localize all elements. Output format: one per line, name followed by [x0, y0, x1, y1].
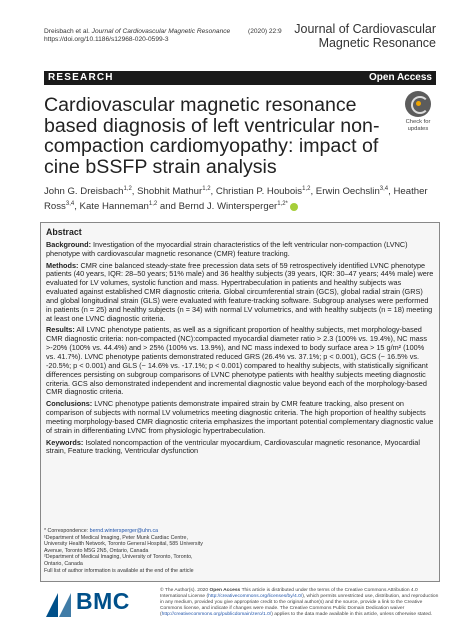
- citation-authors: Dreisbach et al.: [44, 28, 90, 35]
- orcid-icon[interactable]: [290, 203, 298, 211]
- author-affiliation: 3,4: [65, 201, 75, 208]
- correspondence-label: * Correspondence:: [44, 528, 89, 534]
- section-text: All LVNC phenotype patients, as well as a significant proportion of healthy subjects, met morphology-based CMR diagnostic criteria: non-compacted (NC):compacted myocardial diameter ratio > 2.3 (100% vs. 19.4%), NC mass >-20% (100% vs. 44.4%) and > 25% (100% vs. 13.9%), and NC mass indexed to body surface area > 15 g/m² (100% vs. 41.7%). LVNC phenotype patients demonstrated reduced GRS (26.4% vs. 37.1%; p < 0.001), GCS (− 16.5% vs. -20.5%; p < 0.001) and GLS (− 14.6% vs. -17.1%; p < 0.001) compared to healthy subjects, with statistically significant differences persisting on subgroup comparisons of LVNC phenotype patients with healthy subjects meeting diagnostic criteria. GCS also demonstrated independent and incremental diagnostic value beyond each of the morphology-based CMR diagnostic criteria.: [46, 325, 428, 397]
- section-label: Background:: [46, 239, 91, 249]
- more-info-note: Full list of author information is available at the end of the article: [44, 567, 194, 574]
- license-open-access: Open Access: [209, 588, 241, 593]
- author-name[interactable]: Kate Hanneman: [79, 201, 149, 213]
- section-text: Isolated noncompaction of the ventricular myocardium, Cardiovascular magnetic resonance, Myocardial strain, Feature tracking, Ventricular dysfunction: [46, 437, 420, 456]
- abstract-heading: Abstract: [46, 227, 82, 237]
- citation-volume: (2020) 22:9: [248, 28, 282, 35]
- license-text: ) applies to the data made available in this article, unless otherwise stated.: [271, 611, 433, 617]
- check-updates-line1: Check for: [405, 119, 431, 125]
- author-name[interactable]: John G. Dreisbach: [44, 186, 124, 198]
- check-updates-line2: updates: [407, 125, 429, 132]
- author-name[interactable]: Christian P. Houbois: [215, 186, 303, 198]
- check-for-updates-button[interactable]: [401, 91, 435, 133]
- affiliation-1: ¹Department of Medical Imaging, Peter Munk Cardiac Centre, University Health Network, Toronto General Hospital, 585 University Avenue, Toronto M5G 2N5, Ontario, Canada: [44, 534, 203, 554]
- author-affiliation: 1,2: [148, 201, 158, 208]
- section-label: Methods:: [46, 260, 79, 270]
- doi-link[interactable]: https://doi.org/10.1186/s12968-020-0599-3: [44, 36, 169, 44]
- journal-line1: Journal of Cardiovascular: [294, 22, 436, 36]
- article-type-banner: [44, 71, 436, 85]
- footnotes: [44, 528, 204, 574]
- running-header: [44, 28, 230, 44]
- check-updates-icon: [405, 91, 431, 117]
- publisher-name: BMC: [76, 588, 130, 614]
- author-affiliation: 1,2*: [277, 201, 288, 208]
- author-affiliation: 3,4: [379, 186, 389, 192]
- abstract-results: [46, 326, 434, 397]
- license-link[interactable]: http://creativecommons.org/licenses/by/4.0/: [208, 593, 303, 599]
- citation-journal: Journal of Cardiovascular Magnetic Resonance: [91, 28, 231, 35]
- section-text: LVNC phenotype patients demonstrate impaired strain by CMR feature tracking, also present on comparison of subjects with normal LV volumetrics meeting diagnostic criteria. The high proportion of healthy subjects meeting morphology-based CMR diagnostic criteria emphasizes the important potential complementary diagnostic value of strain in differentiating LVNC from physiologic hypertrabeculation.: [46, 399, 434, 435]
- license-text: ), which permits unrestricted use, distribution, and reproduction in any medium, provided you give appropriate credit to the original author(s) and the source, provide a link to the Creative Commons license, and indicate if changes were made. The Creative Commons Public Domain Dedication waiver (: [160, 593, 439, 617]
- license-link[interactable]: http://creativecommons.org/publicdomain/zero/1.0/: [161, 611, 272, 617]
- journal-line2: Magnetic Resonance: [318, 35, 436, 50]
- section-text: Investigation of the myocardial strain characteristics of the left ventricular non-compaction (LVNC) phenotype with cardiovascular magnetic resonance (CMR) feature tracking.: [46, 239, 408, 258]
- correspondence-email[interactable]: bernd.wintersperger@uhn.ca: [89, 528, 159, 534]
- affiliation-2: ²Department of Medical Imaging, University of Toronto, Toronto, Ontario, Canada: [44, 554, 193, 567]
- abstract-methods: [46, 262, 434, 324]
- author-name[interactable]: Heather Ross: [44, 186, 428, 213]
- open-access-label: Open Access: [369, 72, 432, 83]
- author-affiliation: 1,2: [123, 186, 132, 192]
- section-text: CMR cine balanced steady-state free precession data sets of 59 retrospectively identified LVNC phenotype patients (40 years, IQR: 28–50 years; 51% male) and 36 healthy subjects (39 years, IQR: 30–47 years; 44% male) were evaluated for LV volumes, systolic function and mass. Hypertrabeculation in patients and healthy subjects was evaluated against established CMR diagnostic criteria. Global circumferential strain (GCS), global radial strain (GRS) and global longitudinal strain (GLS) were evaluated with feature-tracking software. Subgroup analyses were performed in patients (n = 25) and healthy subjects (n = 34) with normal LV volumetrics, and with healthy subjects (n = 18) meeting at least one LVNC diagnostic criteria.: [46, 260, 434, 323]
- author-affiliation: 1,2: [202, 186, 211, 192]
- author-list: John G. Dreisbach$^{1,2}$, Shobhit Mathur$^{1,2}$, Christian P. Houbois$^{1,2}$, Erwin Oechslin$^{3,4}$, Heather Ross$^{3,4}$, Kate Hanneman$^{1,2}$ and Bernd J. Wintersperger$^{1,2*}$: [44, 186, 428, 213]
- section-label: Keywords:: [46, 437, 84, 447]
- license-prefix: © The Author(s). 2020: [160, 588, 209, 593]
- section-label: Conclusions:: [46, 399, 93, 409]
- author-name[interactable]: Erwin Oechslin: [315, 186, 380, 198]
- author-affiliation: 1,2: [302, 186, 311, 192]
- section-label: Results:: [46, 325, 75, 335]
- article-type-label: RESEARCH: [48, 72, 114, 83]
- author-name[interactable]: Shobhit Mathur: [137, 186, 203, 198]
- abstract-background: [46, 241, 434, 259]
- bmc-logo-icon: [44, 591, 74, 619]
- license-statement: [160, 588, 440, 618]
- journal-name: [294, 23, 436, 50]
- author-name[interactable]: Bernd J. Wintersperger: [178, 201, 278, 213]
- abstract-keywords: [46, 439, 434, 457]
- article-title: Cardiovascular magnetic resonance based diagnosis of left ventricular non-compaction cardiomyopathy: impact of cine bSSFP strain analysis: [44, 94, 380, 178]
- abstract-conclusions: [46, 400, 434, 435]
- license-text: This article is distributed under the terms of the Creative Commons Attribution 4.0 International License (: [160, 588, 418, 599]
